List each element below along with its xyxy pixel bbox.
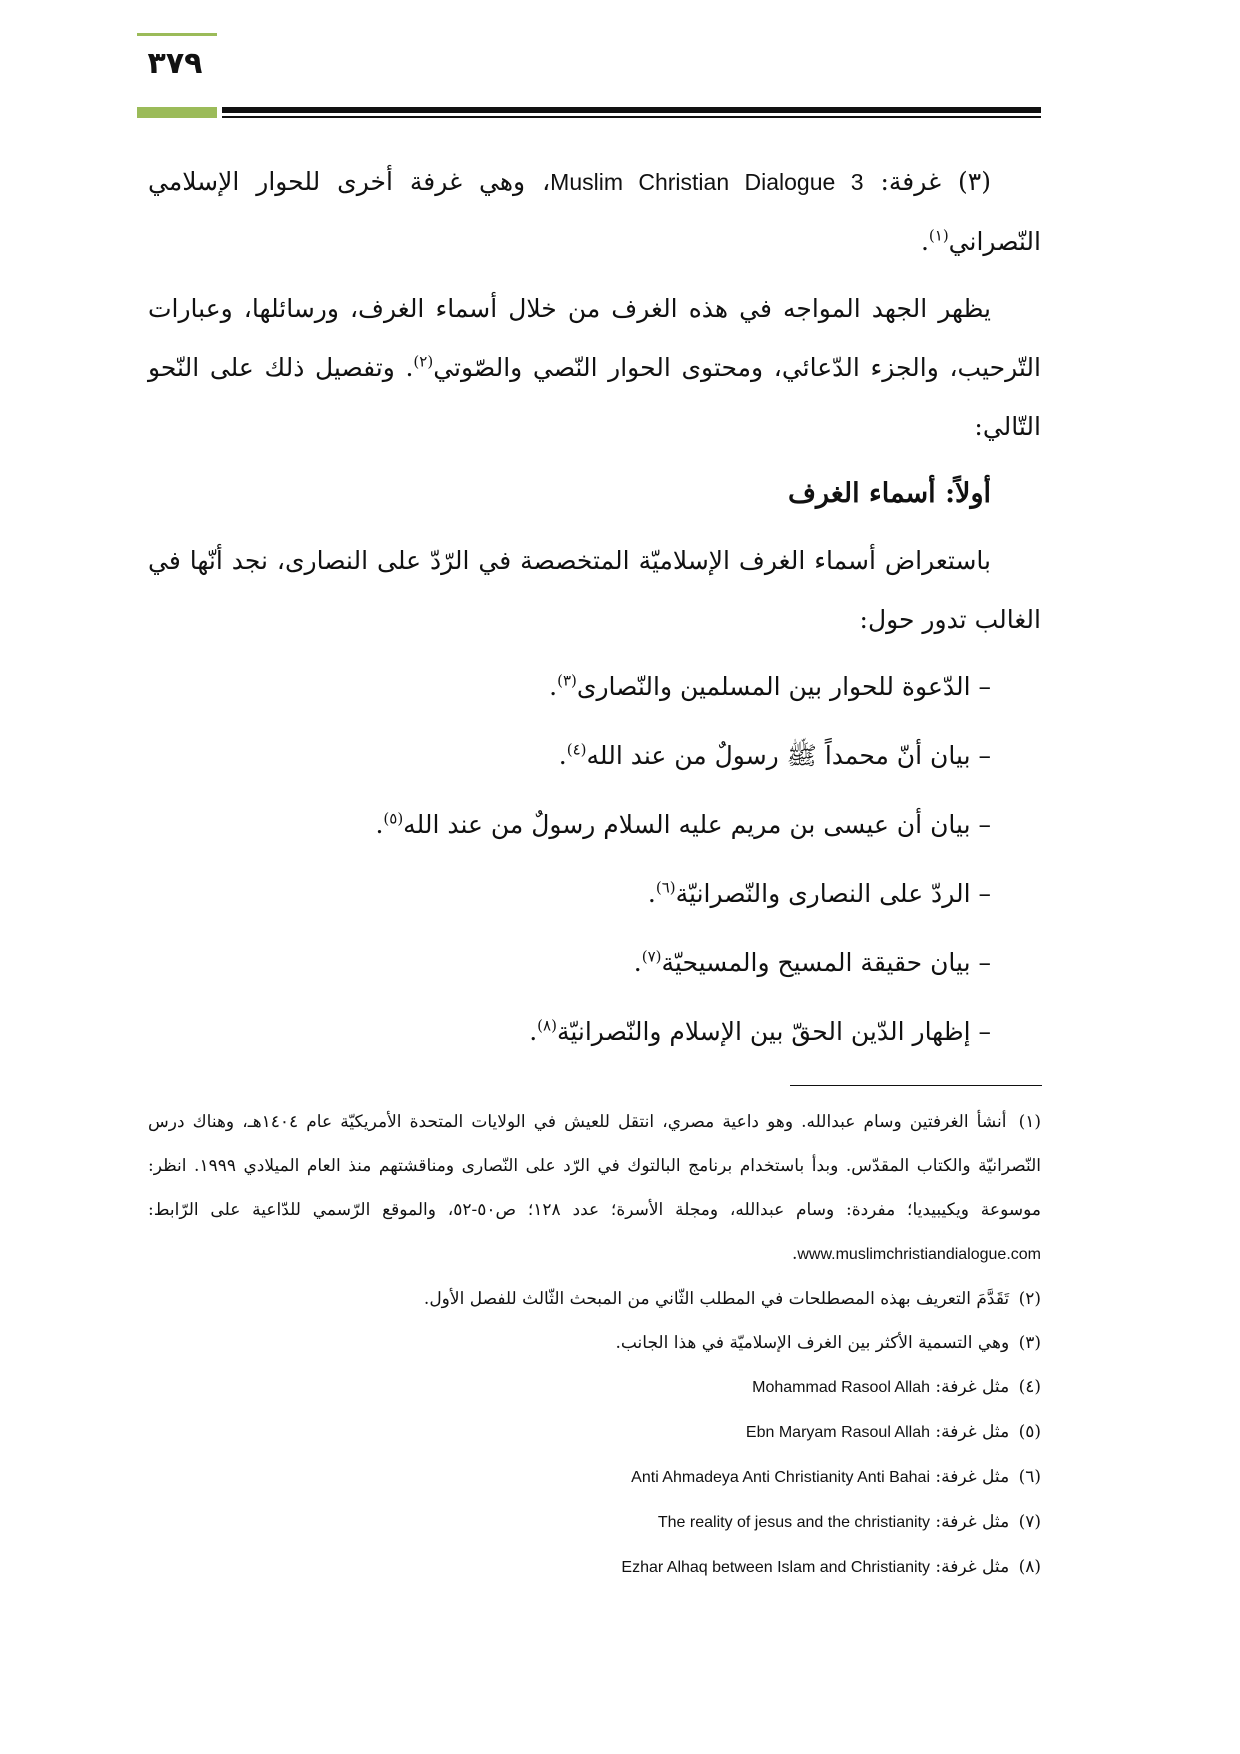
footnote-1 — [148, 1100, 1041, 1277]
footnote-ref[interactable]: (٤) — [566, 740, 587, 759]
list-item — [148, 657, 991, 716]
list-item — [148, 864, 991, 923]
footnote-number: (٨) — [1018, 1557, 1041, 1577]
list-item — [148, 1002, 991, 1061]
example-label: مثل غرفة: — [930, 1467, 1010, 1487]
example-label: مثل غرفة: — [930, 1512, 1010, 1532]
footnotes — [148, 1100, 1041, 1590]
footnote-5 — [148, 1410, 1041, 1455]
list-item-text: – إظهار الدّين الحقّ بين الإسلام والنّصرانيّة — [556, 1017, 991, 1046]
footnote-2-text: تَقَدَّمَ التعريف بهذه المصطلحات في المطلب الثّاني من المبحث الثّالث للفصل الأول. — [423, 1289, 1010, 1309]
example-label: مثل غرفة: — [930, 1557, 1010, 1577]
room-name: Mohammad Rasool Allah — [752, 1379, 931, 1396]
list-item — [148, 933, 991, 992]
list-item-end: . — [647, 879, 656, 908]
list-item-end: . — [375, 810, 384, 839]
footnote-ref[interactable]: (٧) — [641, 947, 662, 966]
footnote-number: (١) — [1018, 1112, 1041, 1132]
page-number: ٣٧٩ — [147, 46, 203, 81]
list-item-text: – بيان أنّ محمداً ﷺ رسولٌ من عند الله — [586, 741, 991, 770]
room-name: The reality of jesus and the christianity — [657, 1514, 931, 1531]
footnote-separator — [790, 1085, 1042, 1086]
example-label: مثل غرفة: — [930, 1422, 1010, 1442]
footnote-number: (٢) — [1018, 1289, 1041, 1309]
footnote-ref[interactable]: (٣) — [557, 671, 577, 690]
footnote-4 — [148, 1365, 1041, 1410]
footnote-1-text: أنشأ الغرفتين وسام عبدالله. وهو داعية مصري، انتقل للعيش في الولايات المتحدة الأمريكيّة عام ١٤٠٤هـ، وهناك درس النّصرانيّة والكتاب المقدّس. وبدأ باستخدام برنامج البالتوك في الرّد على النّصارى ومناقشتهم منذ العام الميلادي ١٩٩٩. انظر: موسوعة ويكيبيديا؛ مفردة: وسام عبدالله، ومجلة الأسرة؛ عدد ١٢٨؛ ص٥٠-٥٢، والموقع الرّسمي للدّاعية على الرّابط: — [148, 1112, 1041, 1220]
list-item-text: – الردّ على النصارى والنّصرانيّة — [675, 879, 991, 908]
footnote-ref[interactable]: (٢) — [413, 352, 434, 371]
footnote-number: (٣) — [1018, 1333, 1041, 1353]
item-3-end: . — [920, 227, 929, 256]
footnote-number: (٥) — [1018, 1422, 1041, 1442]
topics-list — [148, 657, 1041, 1061]
main-text — [148, 152, 1041, 1071]
room-name: Ezhar Alhaq between Islam and Christianity — [621, 1559, 931, 1576]
header-rule — [222, 107, 1041, 113]
footnote-3-text: وهي التسمية الأكثر بين الغرف الإسلاميّة في هذا الجانب. — [615, 1333, 1010, 1353]
footnote-number: (٧) — [1018, 1512, 1041, 1532]
footnote-ref[interactable]: (٦) — [655, 878, 676, 897]
footnote-8 — [148, 1545, 1041, 1590]
item-3-prefix: (٣) غرفة: — [863, 167, 991, 196]
paragraph-review: باستعراض أسماء الغرف الإسلاميّة المتخصصة في الرّدّ على النصارى، نجد أنّها في الغالب تدور حول: — [148, 546, 1041, 634]
example-label: مثل غرفة: — [930, 1377, 1010, 1397]
header-accent-bar — [137, 107, 217, 118]
paragraph-effort-text: يظهر الجهد المواجه في هذه الغرف من خلال أسماء الغرف، ورسائلها، وعبارات التّرحيب، والجزء الدّعائي، ومحتوى الحوار النّصي والصّوتي — [148, 294, 1041, 382]
paragraph-effort — [148, 279, 1041, 456]
room-name: Ebn Maryam Rasoul Allah — [745, 1424, 931, 1441]
footnote-number: (٦) — [1018, 1467, 1041, 1487]
footnote-number: (٤) — [1018, 1377, 1041, 1397]
room-name: Muslim Christian Dialogue 3 — [550, 169, 864, 195]
list-item-text: – بيان أن عيسى بن مريم عليه السلام رسولٌ من عند الله — [403, 810, 991, 839]
list-item-end: . — [633, 948, 642, 977]
list-item-end: . — [558, 741, 567, 770]
item-3-suffix: ، وهي غرفة أخرى للحوار الإسلامي النّصراني — [148, 167, 1041, 256]
list-item-text: – الدّعوة للحوار بين المسلمين والنّصارى — [576, 672, 991, 701]
footnote-ref[interactable]: (١) — [928, 226, 949, 245]
section-heading: أولاً: أسماء الغرف — [787, 478, 991, 509]
paragraph-item-3 — [148, 152, 1041, 271]
footnote-3 — [148, 1321, 1041, 1365]
list-item-end: . — [549, 672, 558, 701]
footnote-ref[interactable]: (٥) — [383, 809, 404, 828]
paragraph-effort-end: . وتفصيل ذلك على النّحو التّالي: — [148, 353, 1041, 441]
list-item — [148, 795, 991, 854]
footnote-2 — [148, 1277, 1041, 1321]
room-name: Anti Ahmadeya Anti Christianity Anti Bahai — [631, 1469, 931, 1486]
footnote-1-end: . — [791, 1244, 798, 1264]
footnote-7 — [148, 1500, 1041, 1545]
footnote-ref[interactable]: (٨) — [537, 1016, 557, 1035]
header-accent-line — [137, 33, 217, 36]
list-item-text: – بيان حقيقة المسيح والمسيحيّة — [661, 948, 991, 977]
header-rule-thin — [222, 116, 1041, 118]
list-item — [148, 726, 991, 785]
footnote-6 — [148, 1455, 1041, 1500]
list-item-end: . — [529, 1017, 538, 1046]
website-link[interactable]: www.muslimchristiandialogue.com — [797, 1246, 1041, 1263]
